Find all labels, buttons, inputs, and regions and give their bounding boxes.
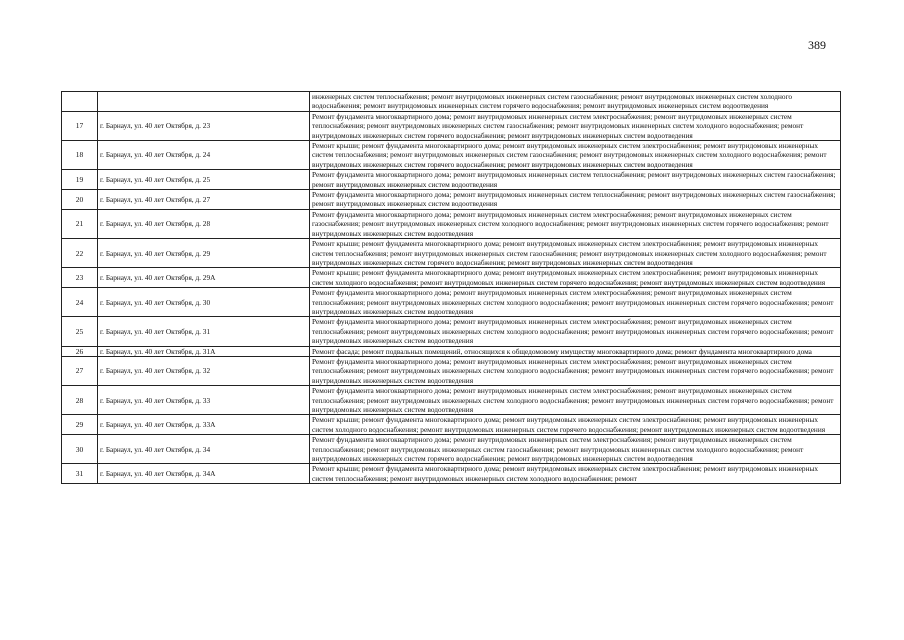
repair-works-cell: Ремонт фундамента многоквартирного дома; ремонт внутридомовых инженерных систем электроснабжения; ремонт внутридомовых инженерных систем теплоснабжения; ремонт внутридомовых инженерных систем газоснабжения; ремонт внутридомовых инженерных систем холодного водоснабжения; ремонт внутридомовых инженерных систем горячего водоснабжения; ремонт внутридомовых инженерных систем водоотведения (310, 435, 841, 464)
row-number-cell: 31 (62, 464, 98, 484)
repair-works-cell: Ремонт крыши; ремонт фундамента многоквартирного дома; ремонт внутридомовых инженерных систем электроснабжения; ремонт внутридомовых инженерных систем теплоснабжения; ремонт внутридомовых инженерных систем газоснабжения; ремонт внутридомовых инженерных систем холодного водоснабжения; ремонт внутридомовых инженерных систем горячего водоснабжения; ремонт внутридомовых инженерных систем водоотведения (310, 141, 841, 170)
table-row (62, 268, 841, 288)
row-number-cell (62, 92, 98, 112)
row-number-cell: 17 (62, 111, 98, 140)
table-row (62, 209, 841, 238)
row-number-cell: 27 (62, 356, 98, 385)
row-number-cell: 20 (62, 190, 98, 210)
address-cell: г. Барнаул, ул. 40 лет Октября, д. 25 (98, 170, 310, 190)
row-number-cell: 18 (62, 141, 98, 170)
repair-works-cell: Ремонт крыши; ремонт фундамента многоквартирного дома; ремонт внутридомовых инженерных систем электроснабжения; ремонт внутридомовых инженерных систем холодного водоснабжения; ремонт внутридомовых инженерных систем горячего водоснабжения; ремонт внутридомовых инженерных систем водоотведения (310, 415, 841, 435)
repair-works-cell: Ремонт фасада; ремонт подвальных помещений, относящихся к общедомовому имуществу многоквартирного дома; ремонт фундамента многоквартирного дома (310, 346, 841, 356)
address-cell: г. Барнаул, ул. 40 лет Октября, д. 31 (98, 317, 310, 346)
address-cell: г. Барнаул, ул. 40 лет Октября, д. 24 (98, 141, 310, 170)
address-cell: г. Барнаул, ул. 40 лет Октября, д. 34А (98, 464, 310, 484)
table-row (62, 111, 841, 140)
address-cell: г. Барнаул, ул. 40 лет Октября, д. 23 (98, 111, 310, 140)
row-number-cell: 24 (62, 288, 98, 317)
repair-works-cell: Ремонт фундамента многоквартирного дома; ремонт внутридомовых инженерных систем электроснабжения; ремонт внутридомовых инженерных систем теплоснабжения; ремонт внутридомовых инженерных систем газоснабжения; ремонт внутридомовых инженерных систем холодного водоснабжения; ремонт внутридомовых инженерных систем горячего водоснабжения; ремонт внутридомовых инженерных систем водоотведения (310, 111, 841, 140)
table-row (62, 415, 841, 435)
row-number-cell: 26 (62, 346, 98, 356)
address-cell: г. Барнаул, ул. 40 лет Октября, д. 31А (98, 346, 310, 356)
repair-works-cell: инженерных систем теплоснабжения; ремонт внутридомовых инженерных систем газоснабжения; ремонт внутридомовых инженерных систем холодного водоснабжения; ремонт внутридомовых инженерных систем горячего водоснабжения; ремонт внутридомовых инженерных систем водоотведения (310, 92, 841, 112)
address-cell: г. Барнаул, ул. 40 лет Октября, д. 30 (98, 288, 310, 317)
address-cell: г. Барнаул, ул. 40 лет Октября, д. 28 (98, 209, 310, 238)
page-number: 389 (808, 38, 826, 52)
row-number-cell: 25 (62, 317, 98, 346)
table-row (62, 288, 841, 317)
repair-works-cell: Ремонт крыши; ремонт фундамента многоквартирного дома; ремонт внутридомовых инженерных систем электроснабжения; ремонт внутридомовых инженерных систем теплоснабжения; ремонт внутридомовых инженерных систем газоснабжения; ремонт внутридомовых инженерных систем холодного водоснабжения; ремонт внутридомовых инженерных систем горячего водоснабжения; ремонт внутридомовых инженерных систем водоотведения (310, 239, 841, 268)
address-cell: г. Барнаул, ул. 40 лет Октября, д. 29 (98, 239, 310, 268)
repair-works-cell: Ремонт крыши; ремонт фундамента многоквартирного дома; ремонт внутридомовых инженерных систем электроснабжения; ремонт внутридомовых инженерных систем теплоснабжения; ремонт внутридомовых инженерных систем холодного водоснабжения; ремонт (310, 464, 841, 484)
address-cell (98, 92, 310, 112)
table-row (62, 386, 841, 415)
address-cell: г. Барнаул, ул. 40 лет Октября, д. 33А (98, 415, 310, 435)
table-row (62, 92, 841, 112)
repair-works-cell: Ремонт фундамента многоквартирного дома; ремонт внутридомовых инженерных систем теплоснабжения; ремонт внутридомовых инженерных систем газоснабжения; ремонт внутридомовых инженерных систем водоотведения (310, 170, 841, 190)
repair-registry-table (61, 91, 841, 484)
repair-works-cell: Ремонт фундамента многоквартирного дома; ремонт внутридомовых инженерных систем электроснабжения; ремонт внутридомовых инженерных систем теплоснабжения; ремонт внутридомовых инженерных систем холодного водоснабжения; ремонт внутридомовых инженерных систем горячего водоснабжения; ремонт внутридомовых инженерных систем водоотведения (310, 317, 841, 346)
repair-works-cell: Ремонт крыши; ремонт фундамента многоквартирного дома; ремонт внутридомовых инженерных систем электроснабжения; ремонт внутридомовых инженерных систем холодного водоснабжения; ремонт внутридомовых инженерных систем горячего водоснабжения; ремонт внутридомовых инженерных систем водоотведения (310, 268, 841, 288)
table-row (62, 239, 841, 268)
address-cell: г. Барнаул, ул. 40 лет Октября, д. 34 (98, 435, 310, 464)
address-cell: г. Барнаул, ул. 40 лет Октября, д. 32 (98, 356, 310, 385)
table-row (62, 170, 841, 190)
row-number-cell: 29 (62, 415, 98, 435)
table-row (62, 317, 841, 346)
repair-works-cell: Ремонт фундамента многоквартирного дома; ремонт внутридомовых инженерных систем электроснабжения; ремонт внутридомовых инженерных систем теплоснабжения; ремонт внутридомовых инженерных систем холодного водоснабжения; ремонт внутридомовых инженерных систем горячего водоснабжения; ремонт внутридомовых инженерных систем водоотведения (310, 288, 841, 317)
repair-works-cell: Ремонт фундамента многоквартирного дома; ремонт внутридомовых инженерных систем электроснабжения; ремонт внутридомовых инженерных систем теплоснабжения; ремонт внутридомовых инженерных систем холодного водоснабжения; ремонт внутридомовых инженерных систем горячего водоснабжения; ремонт внутридомовых инженерных систем водоотведения (310, 356, 841, 385)
address-cell: г. Барнаул, ул. 40 лет Октября, д. 33 (98, 386, 310, 415)
table-row (62, 141, 841, 170)
repair-works-cell: Ремонт фундамента многоквартирного дома; ремонт внутридомовых инженерных систем теплоснабжения; ремонт внутридомовых инженерных систем газоснабжения; ремонт внутридомовых инженерных систем водоотведения (310, 190, 841, 210)
repair-works-cell: Ремонт фундамента многоквартирного дома; ремонт внутридомовых инженерных систем электроснабжения; ремонт внутридомовых инженерных систем теплоснабжения; ремонт внутридомовых инженерных систем холодного водоснабжения; ремонт внутридомовых инженерных систем горячего водоснабжения; ремонт внутридомовых инженерных систем водоотведения (310, 386, 841, 415)
repair-works-cell: Ремонт фундамента многоквартирного дома; ремонт внутридомовых инженерных систем электроснабжения; ремонт внутридомовых инженерных систем газоснабжения; ремонт внутридомовых инженерных систем холодного водоснабжения; ремонт внутридомовых инженерных систем горячего водоснабжения; ремонт внутридомовых инженерных систем водоотведения (310, 209, 841, 238)
row-number-cell: 28 (62, 386, 98, 415)
table-row (62, 190, 841, 210)
row-number-cell: 22 (62, 239, 98, 268)
table-row (62, 464, 841, 484)
table-row (62, 346, 841, 356)
address-cell: г. Барнаул, ул. 40 лет Октября, д. 29А (98, 268, 310, 288)
table-row (62, 356, 841, 385)
row-number-cell: 19 (62, 170, 98, 190)
row-number-cell: 30 (62, 435, 98, 464)
address-cell: г. Барнаул, ул. 40 лет Октября, д. 27 (98, 190, 310, 210)
row-number-cell: 21 (62, 209, 98, 238)
table-row (62, 435, 841, 464)
row-number-cell: 23 (62, 268, 98, 288)
